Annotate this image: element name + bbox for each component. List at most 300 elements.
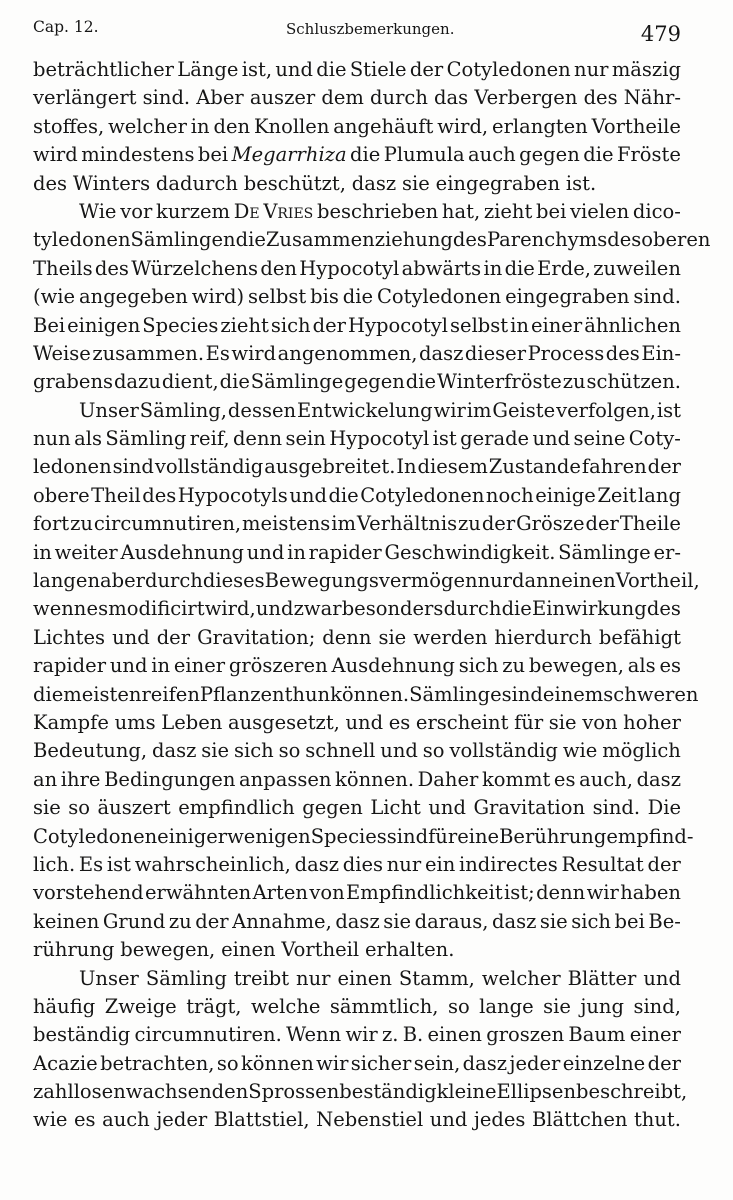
word: als <box>627 654 656 678</box>
word: Würzelchens <box>131 256 259 280</box>
word: selbst <box>248 285 307 309</box>
word: der <box>647 1051 681 1075</box>
text-line <box>33 1021 681 1049</box>
word: der <box>647 852 681 876</box>
word: zahllosen <box>33 1080 126 1104</box>
word: die <box>501 597 532 621</box>
word: Process <box>527 341 605 365</box>
word: es <box>86 597 109 621</box>
word: Geiste <box>492 398 556 422</box>
word: erhalten. <box>365 938 455 962</box>
word: Megarrhiza <box>231 143 347 167</box>
word: erlangten <box>492 114 588 138</box>
word: Aber <box>196 86 244 110</box>
word: Zeit <box>597 483 637 507</box>
running-head <box>33 14 681 44</box>
word: dessen <box>227 398 297 422</box>
word: sie <box>402 171 430 195</box>
word: weiter <box>54 540 118 564</box>
word: einen <box>561 569 616 593</box>
word: Be- <box>648 909 681 933</box>
word: Theils <box>33 256 93 280</box>
word: Zustande <box>488 455 581 479</box>
word: können <box>240 1051 314 1075</box>
word: des <box>607 228 642 252</box>
word: Vortheil <box>281 938 360 962</box>
word: wie <box>562 739 598 763</box>
word: bei <box>536 199 567 223</box>
word: Theile <box>619 512 681 536</box>
word: Lichtes <box>33 625 106 649</box>
word: zusammen. <box>92 341 205 365</box>
word: Ellipsen <box>496 1080 577 1104</box>
word: wir <box>316 1051 349 1075</box>
text-line <box>33 851 681 879</box>
word: Wenn <box>286 1023 342 1047</box>
word: ist <box>106 852 131 876</box>
word: langen <box>33 569 101 593</box>
word: nur <box>574 58 609 81</box>
word: sicher <box>350 1051 412 1075</box>
word: ist, <box>241 58 273 81</box>
word: Vries <box>263 199 314 223</box>
word: Sämlinge <box>409 682 502 706</box>
word: Hypocotyl <box>348 313 448 337</box>
word: circumnutiren, <box>93 512 242 536</box>
word: der <box>312 313 346 337</box>
word: Cotyledonen <box>446 58 571 81</box>
word: Hypocotyl <box>299 256 400 280</box>
word: es <box>73 1108 96 1132</box>
word: Plumula <box>383 143 465 167</box>
word: für <box>514 710 544 734</box>
word: Winters <box>72 171 151 195</box>
word: und <box>345 710 384 734</box>
word: Bewegungsvermögen <box>264 569 478 593</box>
text-line <box>33 709 681 737</box>
word: ein <box>424 852 456 876</box>
word: beschrieben <box>317 199 439 223</box>
word: Blättchen <box>531 1108 628 1132</box>
word: und <box>112 625 150 649</box>
word: durch <box>145 569 203 593</box>
word: das <box>434 86 469 110</box>
word: reifen <box>141 682 200 706</box>
word: Coty- <box>628 427 681 451</box>
text-line <box>33 56 681 84</box>
word: der <box>481 512 516 536</box>
word: nur <box>386 852 422 876</box>
word: erscheint <box>415 710 509 734</box>
word: (wie <box>33 285 76 309</box>
word: nur <box>477 569 513 593</box>
word: sie <box>33 796 61 820</box>
word: Blattstiel, <box>213 1108 310 1132</box>
word: dasz <box>294 852 339 876</box>
word: Verhältnis <box>356 512 458 536</box>
word: Zusammenziehung <box>265 228 453 252</box>
body-text <box>33 56 711 1135</box>
word: beständig <box>33 1023 131 1047</box>
word: Resultat <box>561 852 644 876</box>
word: ausgesetzt, <box>227 710 340 734</box>
word: vollständig <box>154 455 264 479</box>
word: rapider <box>308 540 382 564</box>
word: ihre <box>60 767 101 791</box>
word: hierdurch <box>494 625 592 649</box>
word: können. <box>335 767 415 791</box>
word: groszen <box>486 1023 565 1047</box>
word: bewegen, <box>528 654 624 678</box>
word: Daher <box>417 767 479 791</box>
word: Empfindlichkeit <box>346 881 503 905</box>
word: thut. <box>633 1108 681 1132</box>
text-line <box>33 766 681 794</box>
word: Grund <box>102 909 166 933</box>
text-line <box>33 368 681 396</box>
text-line <box>33 170 681 198</box>
word: und <box>275 58 313 81</box>
word: der <box>585 512 619 536</box>
word: zu <box>70 512 93 536</box>
word: eine <box>457 824 500 848</box>
text-line <box>33 1078 688 1106</box>
word: in <box>510 313 529 337</box>
word: besonders <box>341 597 444 621</box>
text-line <box>33 255 681 283</box>
text-line <box>33 340 681 368</box>
word: Acazie <box>33 1051 98 1075</box>
word: Parenchyms <box>486 228 608 252</box>
word: so <box>68 796 91 820</box>
word: schnell <box>305 739 376 763</box>
word: denn <box>232 427 283 451</box>
word: ausgebreitet. <box>264 455 396 479</box>
word: abwärts <box>401 256 482 280</box>
word: wir <box>345 1023 378 1047</box>
word: Vortheil, <box>615 569 700 593</box>
word: die <box>504 256 535 280</box>
word: Sämling <box>145 966 227 990</box>
word: gerade <box>460 427 530 451</box>
word: seine <box>573 427 626 451</box>
word: bei <box>197 143 229 167</box>
text-line <box>33 539 681 567</box>
word: beschreibt, <box>576 1080 688 1104</box>
word: wird <box>231 341 277 365</box>
word: Sämlinge <box>250 370 344 394</box>
word: möglich <box>602 739 681 763</box>
word: sind. <box>142 86 191 110</box>
word: und <box>289 483 327 507</box>
word: die <box>405 370 437 394</box>
word: anpassen <box>239 767 332 791</box>
word: empfind- <box>606 824 694 848</box>
word: hoher <box>623 710 681 734</box>
text-line <box>33 510 681 538</box>
word: dadurch <box>155 171 238 195</box>
word: und <box>255 597 294 621</box>
word: Fröste <box>616 143 681 167</box>
word: dasz <box>462 1051 508 1075</box>
word: zwar <box>293 597 342 621</box>
word: Erde, <box>537 256 591 280</box>
word: wie <box>33 1108 68 1132</box>
text-line <box>33 965 681 993</box>
word: denn <box>536 881 586 905</box>
page-number: 479 <box>640 22 681 46</box>
word: obere <box>33 483 90 507</box>
word: zu <box>458 512 481 536</box>
word: selbst <box>450 313 509 337</box>
word: lang <box>638 483 681 507</box>
word: dasz <box>351 171 397 195</box>
word: im <box>466 398 492 422</box>
word: wir <box>586 881 619 905</box>
word: hat, <box>441 199 481 223</box>
word: so <box>447 994 470 1018</box>
word: angenommen, <box>277 341 418 365</box>
word: beschützt, <box>243 171 346 195</box>
word: Gravitation; <box>197 625 316 649</box>
word: können. <box>330 682 410 706</box>
word: die <box>316 58 347 81</box>
word: so <box>278 739 301 763</box>
word: fahren <box>581 455 647 479</box>
word: kommt <box>481 767 551 791</box>
word: angegeben <box>79 285 188 309</box>
word: befähigt <box>598 625 681 649</box>
word: sind. <box>633 285 681 309</box>
text-line <box>33 936 681 964</box>
word: und <box>428 796 466 820</box>
word: die <box>235 228 266 252</box>
word: werden <box>413 625 488 649</box>
word: noch <box>485 483 534 507</box>
word: dient, <box>161 370 219 394</box>
word: bei <box>614 909 645 933</box>
section-title: Schluszbemerkungen. <box>286 20 455 38</box>
word: dies <box>342 852 384 876</box>
word: eingegraben <box>435 171 561 195</box>
word: dasz <box>335 909 380 933</box>
word: Kampfe <box>33 710 109 734</box>
word: jung <box>580 994 624 1018</box>
word: einer <box>173 654 226 678</box>
word: sind <box>501 682 543 706</box>
text-line <box>33 1106 681 1134</box>
word: des <box>142 483 177 507</box>
word: ist <box>432 427 457 451</box>
word: betrachten, <box>100 1051 215 1075</box>
word: sie <box>539 909 568 933</box>
word: dieser <box>464 341 527 365</box>
word: Es <box>78 852 104 876</box>
text-line <box>33 794 681 822</box>
word: zu <box>168 909 192 933</box>
word: dasz <box>152 739 197 763</box>
word: einigen <box>67 313 141 337</box>
word: Es <box>205 341 230 365</box>
word: Unser <box>79 966 139 990</box>
word: Bei <box>33 313 66 337</box>
chapter-label: Cap. 12. <box>33 18 99 36</box>
word: wird, <box>204 597 256 621</box>
word: wird) <box>191 285 245 309</box>
text-line <box>33 397 681 425</box>
word: bewegen, <box>120 938 216 962</box>
word: auch <box>102 1108 150 1132</box>
word: in <box>190 114 210 138</box>
word: rapider <box>33 654 107 678</box>
word: äuszert <box>97 796 171 820</box>
word: häufig <box>33 994 96 1018</box>
word: beständig <box>339 1080 437 1104</box>
word: aber <box>100 569 145 593</box>
word: daraus, <box>414 909 489 933</box>
text-line <box>33 312 681 340</box>
word: sind, <box>633 994 681 1018</box>
word: verlängert <box>33 86 137 110</box>
word: lange <box>479 994 534 1018</box>
word: B. <box>402 1023 424 1047</box>
word: von <box>582 710 618 734</box>
word: sich <box>270 313 311 337</box>
word: in <box>33 540 52 564</box>
word: trägt, <box>186 994 242 1018</box>
word: Sämling, <box>139 398 227 422</box>
word: Verbergen <box>474 86 578 110</box>
word: dasz <box>418 341 464 365</box>
word: mindestens <box>81 143 195 167</box>
word: Vortheile <box>591 114 681 138</box>
word: meistens <box>242 512 331 536</box>
word: Annahme, <box>232 909 332 933</box>
word: Sämlingen <box>130 228 236 252</box>
text-line <box>33 226 711 254</box>
word: Zweige <box>104 994 177 1018</box>
word: die <box>342 285 374 309</box>
word: kleine <box>436 1080 497 1104</box>
word: Hypocotyls <box>177 483 288 507</box>
word: sind <box>386 824 429 848</box>
word: angehäuft <box>333 114 434 138</box>
word: so <box>216 1051 239 1075</box>
word: Weise <box>33 341 91 365</box>
word: kurzem <box>156 199 231 223</box>
word: Unser <box>79 398 139 422</box>
word: in <box>151 654 171 678</box>
word: Ausdehnung <box>331 654 455 678</box>
word: treibt <box>233 966 290 990</box>
word: die <box>219 370 250 394</box>
word: fort <box>33 512 70 536</box>
word: Cotyledonen <box>33 824 158 848</box>
word: sämmtlich, <box>329 994 439 1018</box>
word: Species <box>310 824 387 848</box>
word: dasz <box>491 909 537 933</box>
word: gegen <box>344 370 405 394</box>
text-line <box>33 198 681 226</box>
word: zieht <box>483 199 533 223</box>
word: gröszeren <box>228 654 328 678</box>
word: Cotyledonen <box>376 285 502 309</box>
word: welche <box>250 994 321 1018</box>
text-line <box>33 595 681 623</box>
word: grabens <box>33 370 114 394</box>
word: verfolgen, <box>556 398 656 422</box>
text-line <box>33 567 700 595</box>
word: gegen <box>302 796 363 820</box>
word: des <box>605 341 640 365</box>
word: auch <box>468 143 516 167</box>
word: einen <box>337 966 392 990</box>
word: dazu <box>113 370 161 394</box>
word: und <box>429 1108 468 1132</box>
word: die <box>583 143 614 167</box>
word: dieses <box>202 569 265 593</box>
word: und <box>109 654 148 678</box>
word: einiger <box>157 824 228 848</box>
word: und <box>246 540 285 564</box>
word: und <box>380 739 418 763</box>
word: circumnutiren. <box>134 1023 282 1047</box>
word: gegen <box>519 143 580 167</box>
word: sie <box>383 909 412 933</box>
word: sein, <box>413 1051 461 1075</box>
text-line <box>33 908 681 936</box>
word: Pflanzen <box>199 682 285 706</box>
word: an <box>33 767 58 791</box>
word: den <box>213 114 251 138</box>
word: ähnlichen <box>584 313 681 337</box>
word: diesem <box>417 455 488 479</box>
word: ist. <box>565 171 597 195</box>
text-line <box>33 283 681 311</box>
word: ledonen <box>33 455 112 479</box>
text-line <box>33 624 681 652</box>
word: wird, <box>437 114 489 138</box>
word: wachsenden <box>125 1080 249 1104</box>
word: Gravitation <box>473 796 586 820</box>
word: vor <box>120 199 153 223</box>
word: zuweilen <box>593 256 681 280</box>
word: haben <box>620 881 681 905</box>
text-line <box>33 737 681 765</box>
text-line <box>33 84 681 112</box>
word: zieht <box>220 313 269 337</box>
word: wahrscheinlich, <box>134 852 291 876</box>
text-line <box>33 823 694 851</box>
word: Sämling <box>105 427 187 451</box>
word: Länge <box>177 58 239 81</box>
text-line <box>33 879 681 907</box>
word: dico- <box>632 199 681 223</box>
word: empfindlich <box>178 796 295 820</box>
word: Sprossen <box>248 1080 340 1104</box>
word: ums <box>114 710 156 734</box>
word: einen <box>221 938 276 962</box>
word: des <box>583 86 618 110</box>
word: einem <box>542 682 604 706</box>
word: modificirt <box>108 597 205 621</box>
word: Bedingungen <box>104 767 236 791</box>
word: dem <box>321 86 364 110</box>
word: vielen <box>570 199 630 223</box>
word: Bedeutung, <box>33 739 148 763</box>
word: jeder <box>509 1051 561 1075</box>
word: wird <box>33 143 78 167</box>
